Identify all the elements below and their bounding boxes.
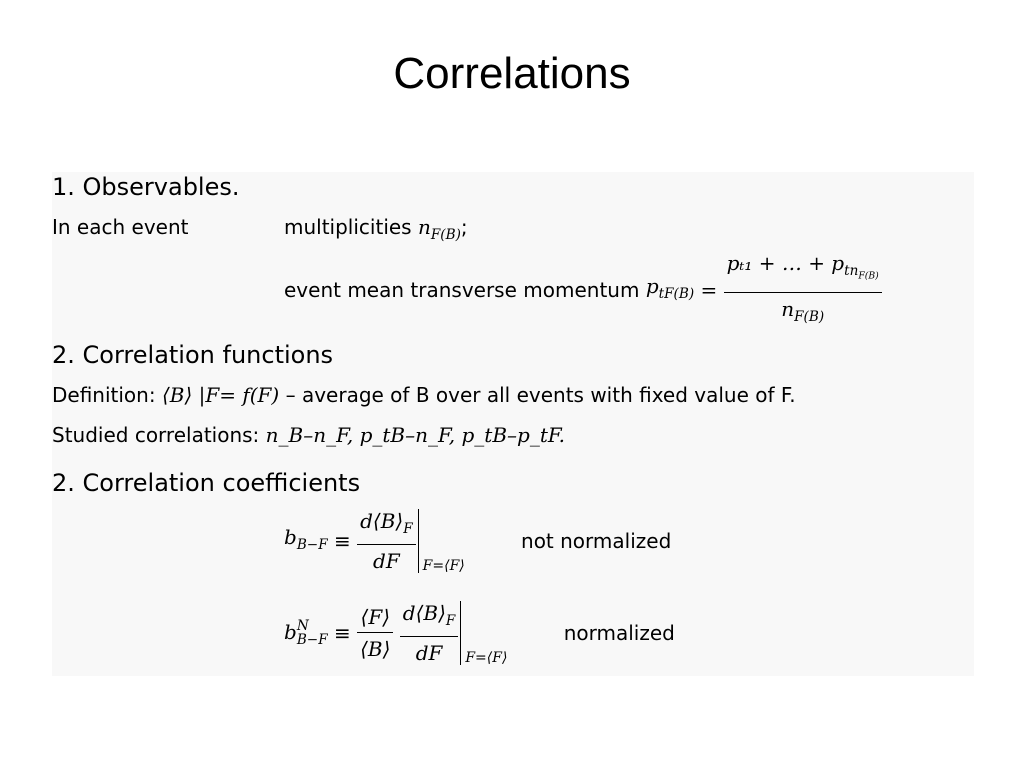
mean-pt-line [284, 250, 882, 330]
slide-title: Correlations [393, 49, 631, 98]
studied-correlations-label: Studied correlations: [52, 423, 260, 447]
studied-correlations-formula: n_B–n_F, p_tB–n_F, p_tB–p_tF. [265, 423, 565, 447]
mean-pt-denominator: $n_{F(B)}$ [724, 292, 882, 330]
section-correlation-functions-heading: 2. Correlation functions [52, 341, 334, 369]
derivative-fraction: $\frac{d⟨B⟩_F}{dF}$ [357, 508, 416, 574]
mean-pt-numerator: pₜ₁ + … + $p_{tn_{F(B)}}$ [726, 251, 879, 282]
multiplicities-label: multiplicities [284, 215, 412, 239]
normalized-label: normalized [563, 621, 675, 645]
in-each-event-label: In each event [52, 215, 189, 239]
definition-text: – average of B over all events with fixed value of F. [285, 383, 796, 407]
section-correlation-coefficients-heading: 2. Correlation coefficients [52, 469, 361, 497]
b-coefficient-formula [284, 508, 671, 574]
mean-pt-lhs: $p_{tF(B)}$ [645, 273, 695, 302]
mean-pt-label: event mean transverse momentum [284, 277, 640, 302]
equals-sign: = [700, 277, 718, 302]
definition-label: Definition: [52, 383, 156, 407]
ratio-fraction: $\frac{⟨F⟩}{⟨B⟩}$ [357, 604, 393, 662]
derivative-fraction-2: $\frac{d⟨B⟩_F}{dF}$ [400, 600, 459, 666]
evaluation-bar-2: F=⟨F⟩ [460, 601, 533, 665]
multiplicity-symbol: $n_{F(B)}$ [417, 215, 461, 243]
multiplicities-semicolon: ; [460, 215, 468, 239]
definition-formula: ⟨B⟩ |F= f(F) [161, 383, 280, 407]
bn-lhs: b N B−F [284, 618, 328, 649]
mean-pt-fraction [724, 250, 882, 330]
definition-line [52, 382, 796, 408]
content-panel [52, 172, 974, 676]
multiplicities-line [284, 214, 468, 248]
equiv-sign: ≡ [333, 529, 351, 553]
bn-coefficient-formula [284, 600, 675, 666]
studied-correlations-line [52, 422, 565, 448]
not-normalized-label: not normalized [521, 529, 672, 553]
equiv-sign-2: ≡ [333, 621, 351, 645]
section-observables-heading: 1. Observables. [52, 173, 240, 201]
b-lhs: $b_{B-F}$ [284, 525, 328, 553]
evaluation-bar: F=⟨F⟩ [418, 509, 491, 573]
